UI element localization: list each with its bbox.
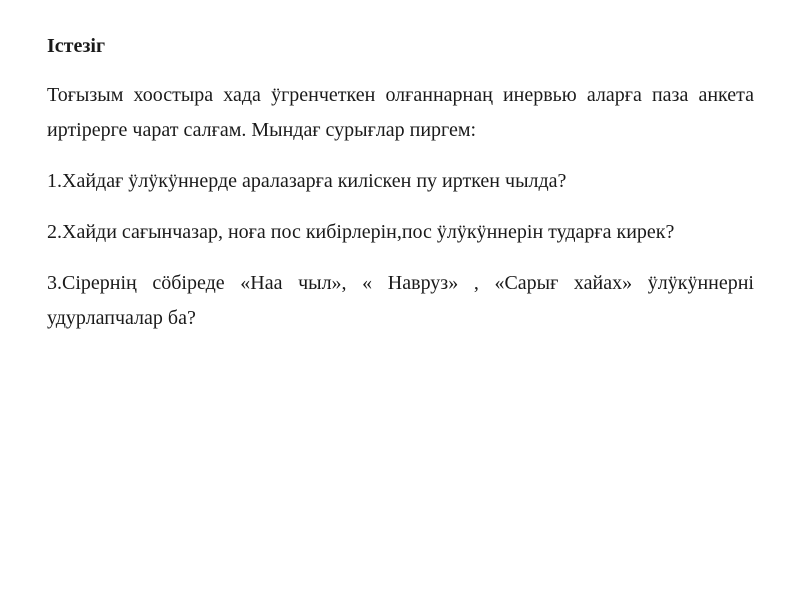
question-2: 2.Хайди сағынчазар, ноға пос кибірлерін,пос ӱлӱкӱннерін тударға кирек?	[47, 221, 675, 243]
slide-heading: Істезіг	[47, 35, 106, 57]
intro-paragraph: Тоғызым хоостыра хада ӱгренчеткен олғаннарнаң инервью аларға паза анкета иртірерге чарат салғам. Мындағ сурығлар пиргем:	[47, 84, 754, 141]
slide-content	[47, 30, 754, 352]
question-3: 3.Сірернің сӧбіреде «Наа чыл», « Навруз» , «Сарығ хайах» ӱлӱкӱннерні удурлапчалар ба?	[47, 272, 754, 329]
question-1: 1.Хайдағ ӱлӱкӱннерде аралазарға киліскен пу ирткен чылда?	[47, 170, 567, 192]
